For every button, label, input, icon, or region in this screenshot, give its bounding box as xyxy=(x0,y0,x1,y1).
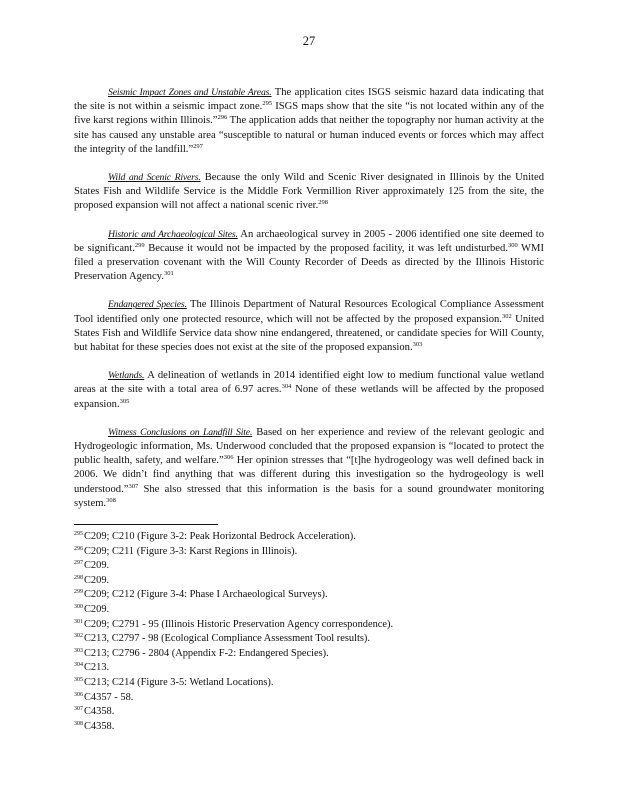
footnote-reference[interactable]: 305 xyxy=(119,397,130,405)
footnote-item xyxy=(74,545,544,560)
section-heading: Witness Conclusions on Landfill Site. xyxy=(108,426,253,438)
footnote-text: C209; C212 (Figure 3-4: Phase I Archaeological Surveys). xyxy=(84,589,328,601)
body-text xyxy=(74,86,544,525)
paragraph-text: The application cites ISGS seismic hazard data indicating that the site is not within a seismic impact zone. xyxy=(74,87,544,113)
footnote-number: 297 xyxy=(74,560,83,567)
paragraph-text: The application adds that neither the topography nor human activity at the site has caused any unstable area “susceptible to natural or human induced events or forces which may affect the integrity of the landfill.” xyxy=(74,115,544,155)
footnote-item xyxy=(74,705,544,720)
footnote-text: C209. xyxy=(84,560,110,572)
footnote-reference[interactable]: 304 xyxy=(281,383,292,391)
footnote-item xyxy=(74,676,544,691)
footnote-item xyxy=(74,647,544,662)
footnote-number: 304 xyxy=(74,662,83,669)
footnote-reference[interactable]: 298 xyxy=(318,199,329,207)
footnote-item xyxy=(74,559,544,574)
footnote-reference[interactable]: 302 xyxy=(501,312,512,320)
footnote-number: 301 xyxy=(74,618,83,625)
footnote-divider xyxy=(74,524,218,525)
footnote-number: 302 xyxy=(74,633,83,640)
footnote-item xyxy=(74,618,544,633)
footnote-item xyxy=(74,588,544,603)
footnote-reference[interactable]: 295 xyxy=(262,100,273,108)
paragraph-text: United States Fish and Wildlife Service data show nine endangered, threatened, or candidate species for Will County, but habitat for these species does not exist at the site of the proposed expansion. xyxy=(74,313,544,354)
paragraph-text: Because the only Wild and Scenic River designated in Illinois by the United States Fish and Wildlife Service is the Middle Fork Vermillion River approximately 125 from the site, the proposed expansion will not affect a national scenic river. xyxy=(74,172,544,212)
footnote-reference[interactable]: 308 xyxy=(106,496,116,504)
footnote-number: 306 xyxy=(74,691,83,698)
page-number: 27 xyxy=(302,34,316,48)
paragraph-text: Her opinion stresses that “[t]he hydrogeology was well defined back in 2006. We didn’t find anything that was different during this investigation so the hydrogeology is well understood.” xyxy=(74,455,544,495)
footnote-item xyxy=(74,661,544,676)
paragraph-text: The Illinois Department of Natural Resources Ecological Compliance Assessment Tool identified only one protected resource, which will not be affected by the proposed expansion. xyxy=(74,299,544,325)
footnotes-list xyxy=(74,530,544,734)
section-heading: Seismic Impact Zones and Unstable Areas. xyxy=(108,87,272,98)
paragraph-text: Because it would not be impacted by the proposed facility, it was left undisturbed. xyxy=(144,242,508,254)
footnote-reference[interactable]: 301 xyxy=(163,270,174,278)
paragraph-seismic xyxy=(74,86,544,157)
footnote-number: 307 xyxy=(74,706,83,713)
footnote-number: 305 xyxy=(74,676,83,683)
footnote-reference[interactable]: 296 xyxy=(217,114,228,122)
paragraph-witness-conclusions xyxy=(74,426,544,511)
footnote-text: C213; C2796 - 2804 (Appendix F-2: Endangered Species). xyxy=(84,647,329,659)
footnote-text: C209. xyxy=(84,603,110,615)
paragraph-scenic-rivers xyxy=(74,171,544,214)
section-heading: Wild and Scenic Rivers. xyxy=(108,172,201,184)
paragraph-endangered-species xyxy=(74,298,544,355)
footnote-text: C213, C2797 - 98 (Ecological Compliance Assessment Tool results). xyxy=(84,633,370,645)
footnote-text: C4358. xyxy=(84,720,115,732)
footnote-number: 298 xyxy=(74,574,83,581)
paragraph-text: She also stressed that this information is the basis for a sound groundwater monitoring system. xyxy=(74,483,544,509)
footnote-item xyxy=(74,574,544,589)
section-heading: Historic and Archaeological Sites. xyxy=(108,228,238,240)
footnote-text: C213; C214 (Figure 3-5: Wetland Locations). xyxy=(84,676,274,688)
footnote-reference[interactable]: 303 xyxy=(412,341,423,349)
footnote-number: 308 xyxy=(74,720,83,727)
paragraph-text: None of these wetlands will be affected by the proposed expansion. xyxy=(74,384,544,410)
footnote-text: C4358. xyxy=(84,706,115,718)
footnote-reference[interactable]: 306 xyxy=(223,454,234,462)
footnote-reference[interactable]: 307 xyxy=(128,482,139,490)
paragraph-text: An archaeological survey in 2005 - 2006 identified one site deemed to be significant. xyxy=(74,228,544,254)
footnote-number: 300 xyxy=(74,603,83,610)
section-heading: Endangered Species. xyxy=(108,299,187,311)
footnote-number: 296 xyxy=(74,545,83,552)
paragraph-text: Based on her experience and review of the relevant geologic and Hydrogeologic information, Ms. Underwood concluded that the proposed expansion is “located to protect the public health, safety, and welfare.” xyxy=(74,426,544,467)
footnote-item xyxy=(74,530,544,545)
footnote-number: 295 xyxy=(74,531,83,537)
footnote-text: C209; C210 (Figure 3-2: Peak Horizontal Bedrock Acceleration). xyxy=(84,531,356,542)
footnote-item xyxy=(74,691,544,706)
footnote-text: C213. xyxy=(84,662,110,674)
footnote-item xyxy=(74,603,544,618)
paragraph-wetlands xyxy=(74,369,544,412)
footnote-text: C209. xyxy=(84,574,110,586)
paragraph-text: ISGS maps show that the site “is not located within any of the five karst regions within Illinois.” xyxy=(74,101,544,127)
footnote-reference[interactable]: 299 xyxy=(134,241,145,249)
paragraph-text: A delineation of wetlands in 2014 identified eight low to medium functional value wetland areas at the site with a total area of 6.97 acres. xyxy=(74,370,544,396)
footnote-reference[interactable]: 297 xyxy=(193,142,203,150)
footnote-number: 303 xyxy=(74,647,83,654)
paragraph-historic-sites xyxy=(74,228,544,285)
footnote-item xyxy=(74,632,544,647)
footnote-text: C4357 - 58. xyxy=(84,691,134,703)
footnote-number: 299 xyxy=(74,589,83,596)
paragraph-text: WMI filed a preservation covenant with the Will County Recorder of Deeds as directed by the Illinois Historic Preservation Agency. xyxy=(74,242,544,283)
footnote-reference[interactable]: 300 xyxy=(507,241,518,249)
footnote-item xyxy=(74,720,544,735)
footnote-text: C209; C2791 - 95 (Illinois Historic Preservation Agency correspondence). xyxy=(84,618,394,630)
section-heading: Wetlands. xyxy=(108,370,145,382)
footnote-text: C209; C211 (Figure 3-3: Karst Regions in Illinois). xyxy=(84,545,298,557)
